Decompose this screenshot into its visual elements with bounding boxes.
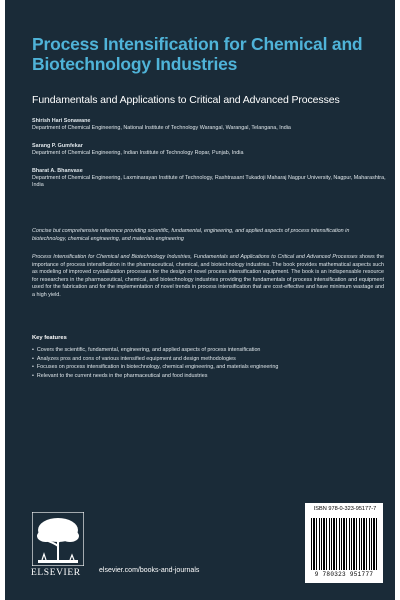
- list-item: • Analyzes pros and cons of various intensified equipment and design methodologies: [32, 355, 384, 364]
- summary-title-reference: Process Intensification for Chemical and Biotechnology Industries, Fundamentals and Applications to Critical and Advanced Processes: [32, 254, 358, 260]
- publisher-name: ELSEVIER: [31, 568, 81, 578]
- isbn-label: ISBN 978-0-323-95177-7: [313, 506, 377, 512]
- author-block: [32, 168, 387, 189]
- book-subtitle: Fundamentals and Applications to Critical and Advanced Processes: [32, 94, 340, 106]
- elsevier-tree-logo-icon: [32, 512, 84, 566]
- author-affiliation: Department of Chemical Engineering, Laxminarayan Institute of Technology, Rashtrasant Tukadoji Maharaj Nagpur University, Nagpur, Maharashtra, India: [32, 175, 386, 188]
- list-item: • Focuses on process intensification in biotechnology, chemical engineering, and materials engineering: [32, 363, 384, 372]
- book-title: Process Intensification for Chemical and Biotechnology Industries: [32, 34, 363, 74]
- back-cover: [5, 0, 395, 600]
- book-description: Concise but comprehensive reference providing scientific, fundamental, engineering, and applied aspects of process intensification in biotechnology, chemical engineering, and materials engineering: [32, 228, 350, 242]
- author-block: [32, 143, 387, 157]
- key-features-list: [32, 346, 384, 380]
- key-features-heading: Key features: [32, 335, 67, 341]
- list-item: • Covers the scientific, fundamental, engineering, and applied aspects of process intensification: [32, 346, 384, 355]
- author-name: Bharat A. Bhanvase: [32, 168, 83, 174]
- isbn-barcode-box: [305, 503, 383, 583]
- publisher-website: elsevier.com/books-and-journals: [99, 567, 200, 574]
- list-item: • Relevant to the current needs in the pharmaceutical and food industries: [32, 372, 384, 381]
- author-name: Shirish Hari Sonawane: [32, 118, 91, 124]
- author-block: [32, 118, 387, 132]
- author-name: Sarang P. Gumfekar: [32, 143, 83, 149]
- book-summary: [32, 254, 384, 300]
- barcode-icon: [311, 518, 377, 570]
- author-affiliation: Department of Chemical Engineering, Indian Institute of Technology Ropar, Punjab, India: [32, 150, 244, 156]
- author-affiliation: Department of Chemical Engineering, National Institute of Technology Warangal, Warangal, Telangana, India: [32, 125, 291, 131]
- summary-text: shows the importance of process intensification in the pharmaceutical, chemical, and biotechnology industries. The book provides mathematical aspects such as modeling of improved crystallization processes for the design of novel process intensification equipment. The book is an indispensable resource for researchers in the pharmaceutical, chemical, and biotechnology industries providing the fundamentals of process intensification and equipment used for the fabrication and for the implementation of novel trends in process intensification that are cost-effective and have minimum wastage and a high yield.: [32, 254, 384, 298]
- barcode-digits: 9 780323 951777: [314, 571, 374, 578]
